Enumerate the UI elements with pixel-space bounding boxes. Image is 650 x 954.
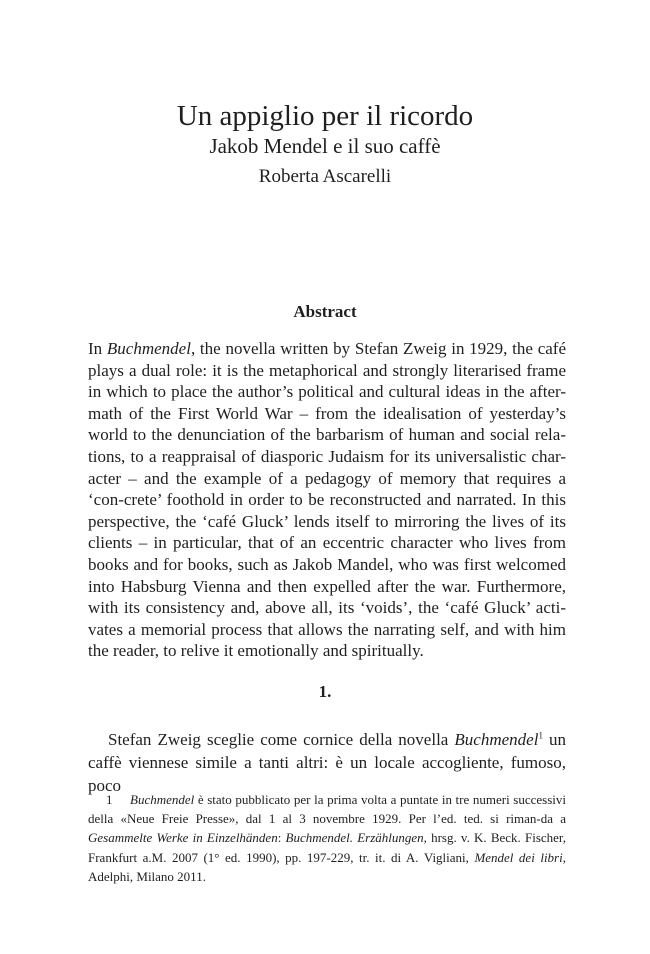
footnote-text-3: hrsg. v. K. Beck. Fischer, Frankfurt a.M. 2007 (1° ed. 1990), pp. 197-229, tr. it. di A. Vigliani, bbox=[88, 830, 566, 865]
footnote-text-1: è stato pubblicato per la prima volta a puntate in tre numeri successivi della «Neue Freie Presse», dal 1 al 3 novembre 1929. Per l’ed. ted. si riman-da a bbox=[88, 792, 566, 827]
footnote-italic-3: Buchmendel. Erzählungen, bbox=[285, 830, 427, 846]
footnote-number: 1 bbox=[106, 792, 113, 807]
body-paragraph bbox=[88, 728, 566, 797]
footnote-italic-4: Mendel dei libri bbox=[474, 849, 563, 865]
abstract-paragraph bbox=[88, 338, 566, 662]
footnote-reference[interactable]: 1 bbox=[538, 730, 543, 741]
footnote-italic-1: Buchmendel bbox=[130, 792, 195, 807]
chapter-title: Un appiglio per il ricordo bbox=[176, 100, 474, 132]
footnote-italic-2: Gesammelte Werke in Einzelhänden bbox=[88, 830, 278, 846]
footnote-text-4: , Adelphi, Milano 2011. bbox=[88, 849, 566, 884]
abstract-heading: Abstract bbox=[293, 302, 357, 321]
author-name: Roberta Ascarelli bbox=[258, 166, 392, 187]
section-heading: 1. bbox=[318, 682, 332, 701]
body-text-start: Stefan Zweig sceglie come cornice della novella bbox=[108, 730, 455, 749]
body-work-title: Buchmendel bbox=[454, 730, 539, 749]
chapter-subtitle: Jakob Mendel e il suo caffè bbox=[209, 134, 441, 158]
footnote-text-2: : bbox=[277, 830, 286, 846]
abstract-intro: In bbox=[88, 339, 107, 358]
abstract-text: , the novella written by Stefan Zweig in 1929, the café plays a dual role: it is the metaphorical and strongly literarised frame in which to place the author’s political and cultural ideas in the after-math of the First World War – from the idealisation of yesterday’s world to the denunciation of the barbarism of human and social rela-tions, to a reappraisal of diasporic Judaism for its universalistic char-acter – and the example of a pedagogy of memory that requires a ‘con-crete’ foothold in order to be reconstructed and narrated. In this perspective, the ‘café Gluck’ lends itself to mirroring the lives of its clients – in particular, that of an eccentric character who lives from books and for books, such as Jakob Mandel, who was first welcomed into Habsburg Vienna and then expelled after the war. Furthermore, with its consistency and, above all, its ‘voids’, the ‘café Gluck’ acti-vates a memorial process that allows the narrating self, and with him the reader, to relive it emotionally and spiritually. bbox=[88, 339, 566, 661]
abstract-work-title: Buchmendel bbox=[106, 339, 191, 358]
body-text-end: un caffè viennese simile a tanti altri: è un locale accogliente, fumoso, poco bbox=[88, 730, 566, 795]
footnote bbox=[88, 790, 566, 886]
